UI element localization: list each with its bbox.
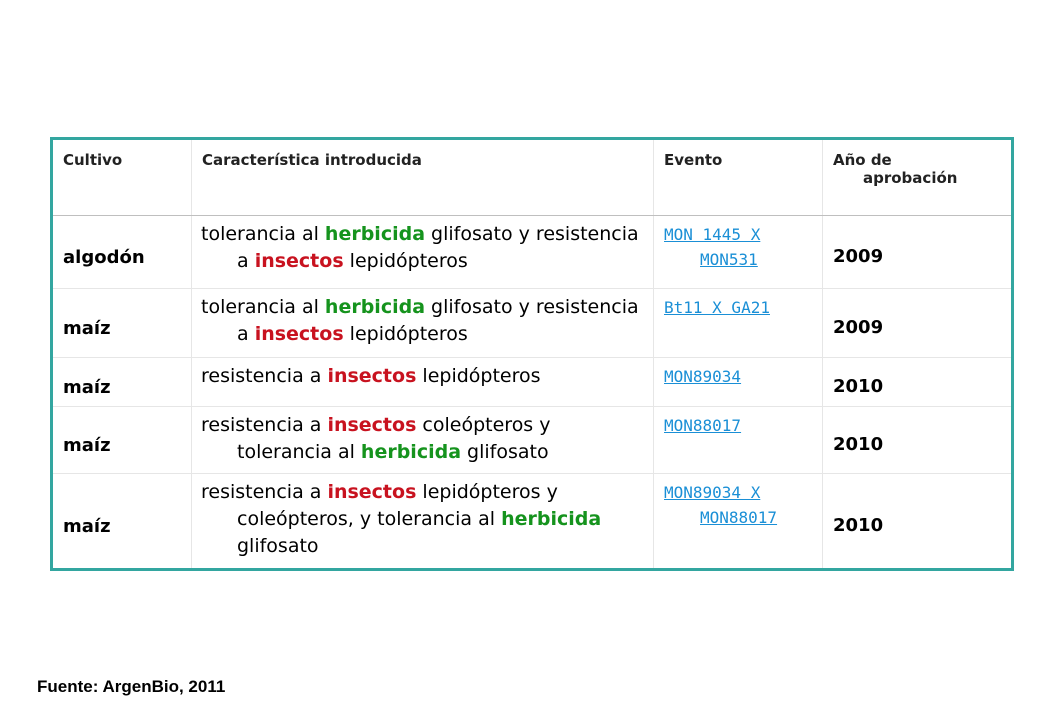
header-event: Evento (654, 139, 823, 216)
table-row (52, 216, 1013, 289)
year-cell: 2009 (823, 216, 1013, 289)
table-row (52, 289, 1013, 358)
source-caption: Fuente: ArgenBio, 2011 (37, 677, 226, 696)
event-link-mon88017[interactable]: MON88017 (664, 416, 742, 435)
crop-cell: maíz (52, 358, 192, 407)
table-row (52, 474, 1013, 570)
header-trait: Característica introducida (192, 139, 654, 216)
header-crop: Cultivo (52, 139, 192, 216)
trait-cell: tolerancia al herbicida glifosato y resistencia a insectos lepidópteros (192, 289, 654, 358)
year-cell: 2010 (823, 358, 1013, 407)
event-cell (654, 216, 823, 289)
trait-cell: resistencia a insectos lepidópteros (192, 358, 654, 407)
table-row (52, 407, 1013, 474)
event-link-mon1445-mon531[interactable]: MON 1445 X MON531 (664, 225, 761, 269)
event-cell (654, 407, 823, 474)
year-cell: 2010 (823, 474, 1013, 570)
event-link-mon89034[interactable]: MON89034 (664, 367, 742, 386)
header-year (823, 139, 1013, 216)
header-year-line2: aprobación (863, 169, 958, 187)
event-cell (654, 289, 823, 358)
event-link-bt11-ga21[interactable]: Bt11 X GA21 (664, 298, 770, 317)
crop-cell: maíz (52, 474, 192, 570)
event-cell (654, 474, 823, 570)
trait-cell: tolerancia al herbicida glifosato y resistencia a insectos lepidópteros (192, 216, 654, 289)
table-row (52, 358, 1013, 407)
event-cell (654, 358, 823, 407)
crop-cell: algodón (52, 216, 192, 289)
trait-cell: resistencia a insectos lepidópteros y coleópteros, y tolerancia al herbicida glifosato (192, 474, 654, 570)
trait-cell: resistencia a insectos coleópteros y tolerancia al herbicida glifosato (192, 407, 654, 474)
crop-cell: maíz (52, 289, 192, 358)
table-header-row (52, 139, 1013, 216)
event-link-mon89034-mon88017[interactable]: MON89034 X MON88017 (664, 483, 778, 527)
crop-cell: maíz (52, 407, 192, 474)
header-year-line1: Año de (833, 151, 892, 169)
year-cell: 2010 (823, 407, 1013, 474)
approvals-table (50, 137, 1014, 571)
year-cell: 2009 (823, 289, 1013, 358)
